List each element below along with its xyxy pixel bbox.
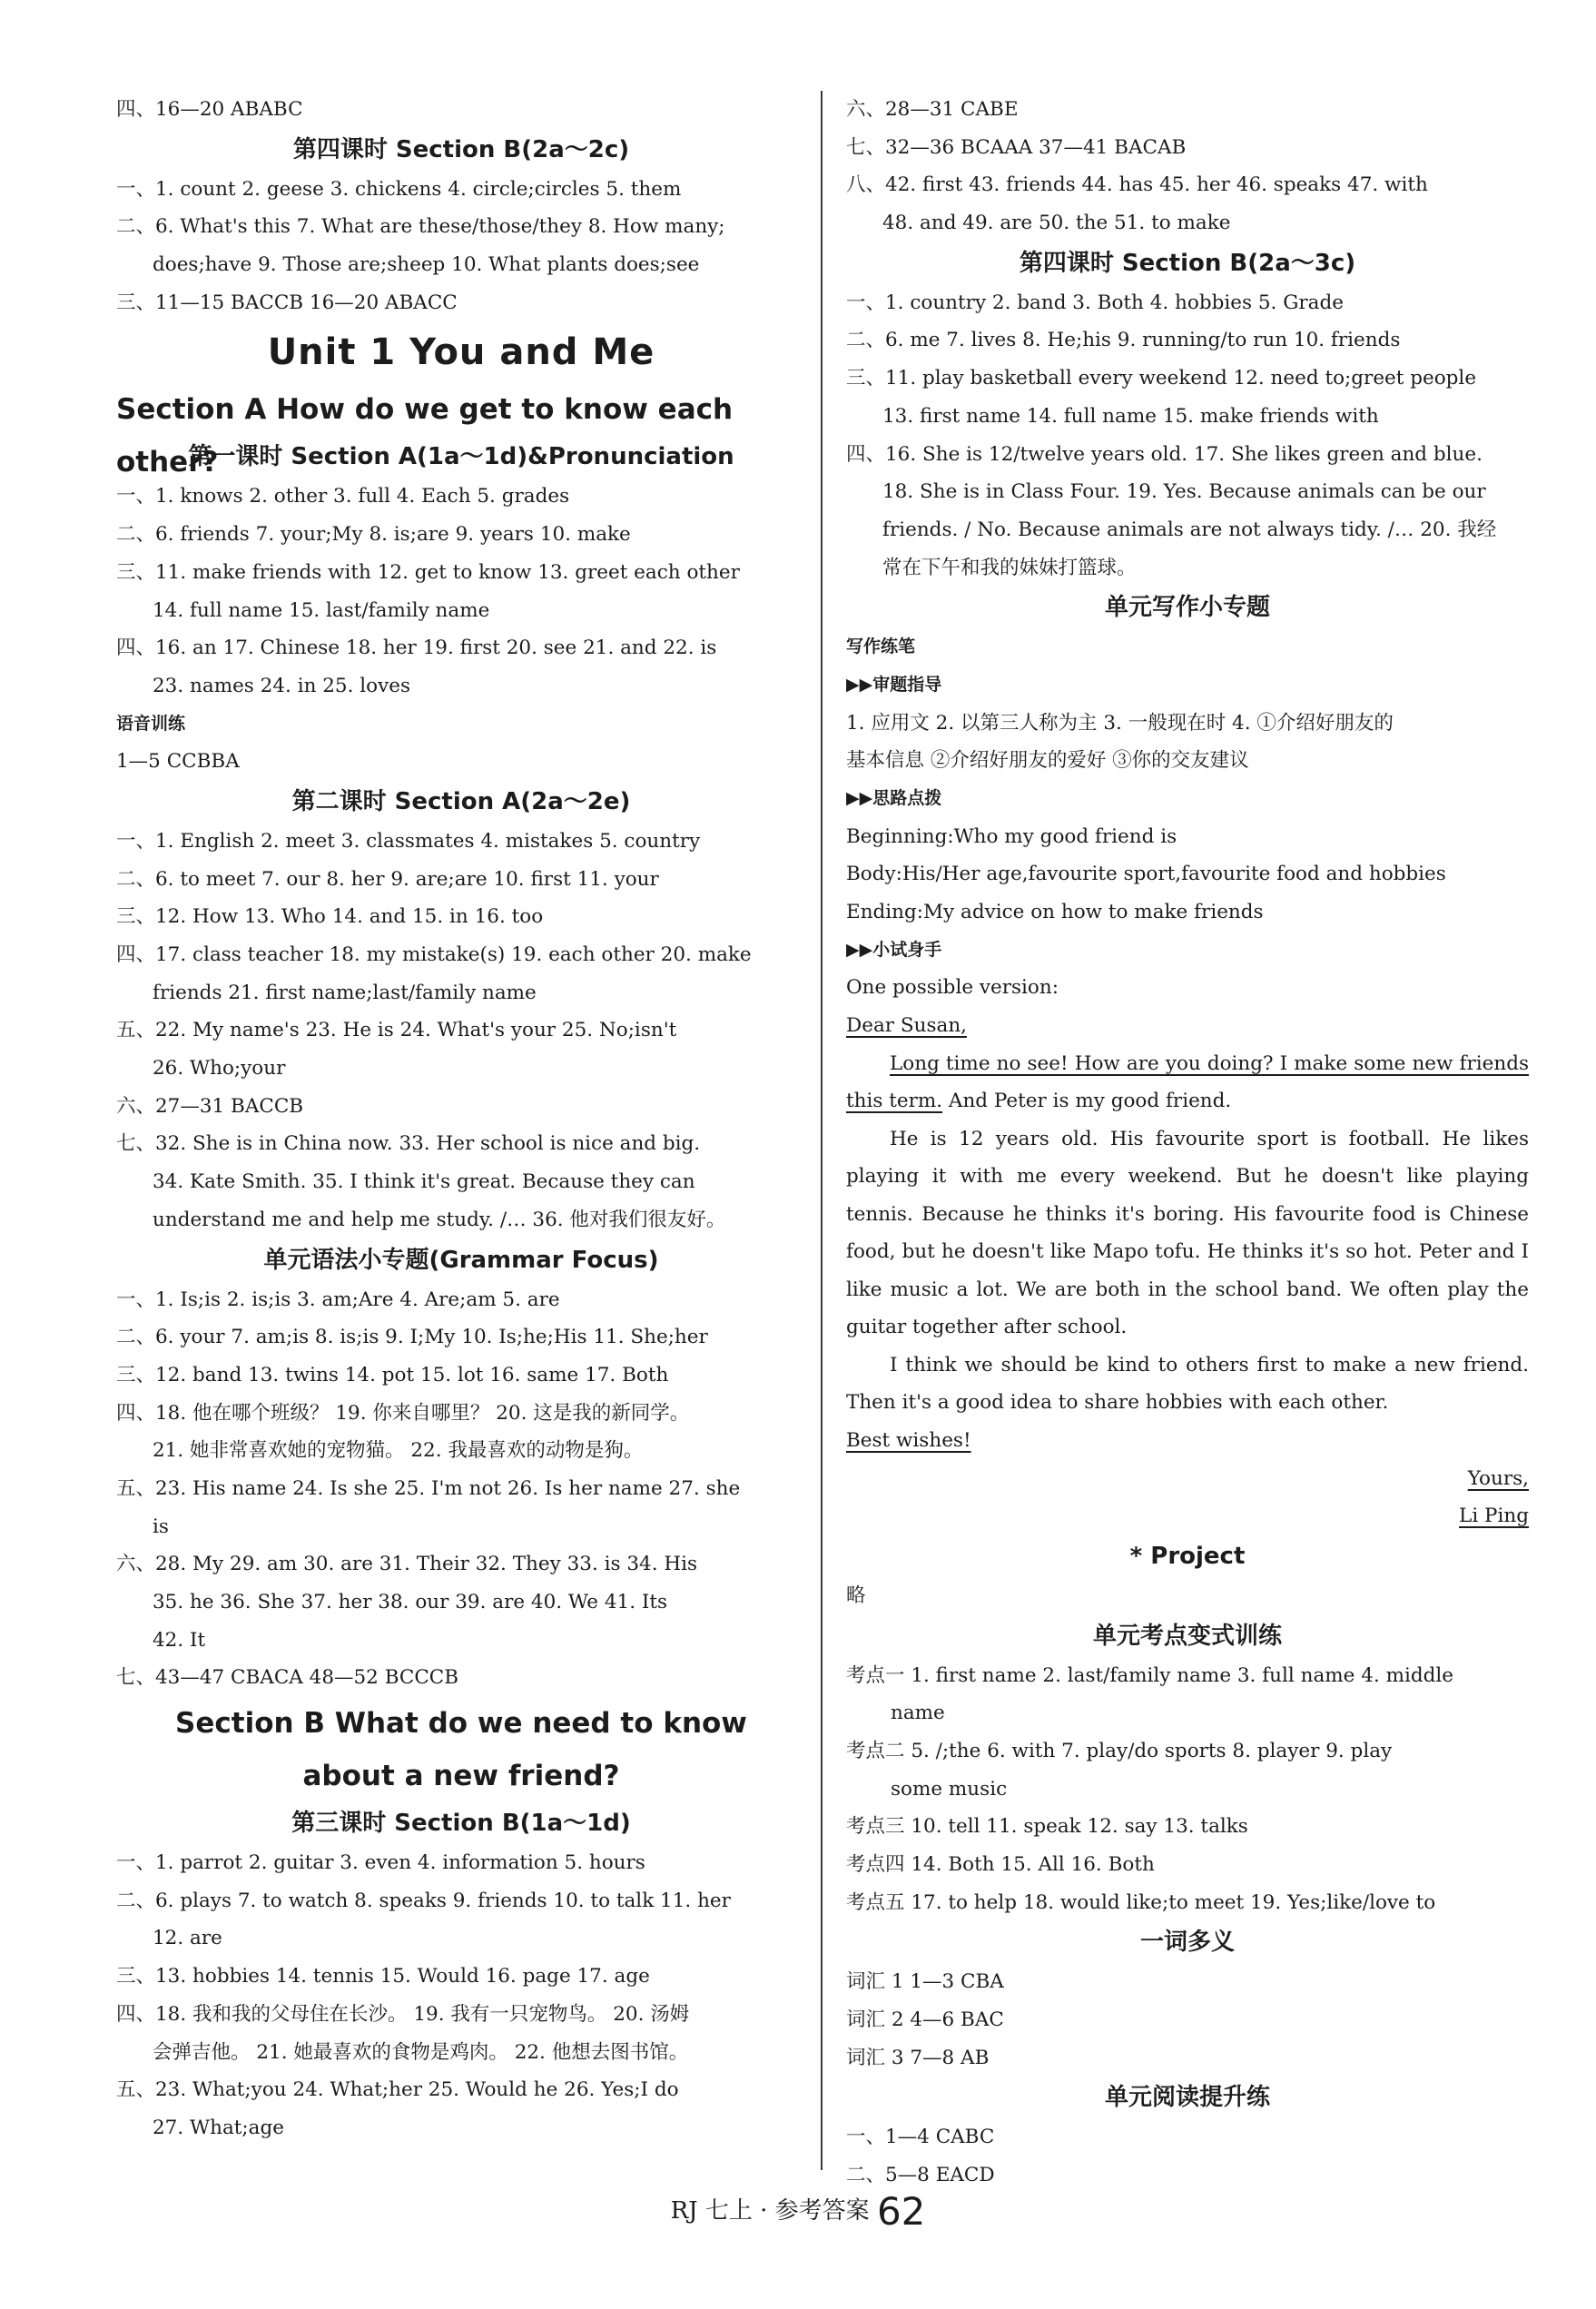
answer-line: 四、18. 他在哪个班级？ 19. 你来自哪里？ 20. 这是我的新同学。 — [116, 1401, 690, 1425]
answer-line: 21. 她非常喜欢她的宠物猫。 22. 我最喜欢的动物是狗。 — [153, 1439, 644, 1463]
page-footer — [0, 2184, 1596, 2238]
answer-line: 常在下午和我的妹妹打篮球。 — [882, 556, 1137, 579]
answer-line: 14. full name 15. last/family name — [153, 598, 490, 622]
lesson-heading: 第三课时 Section B(1a～1d) — [291, 1810, 631, 1838]
answer-line: ▶▶小试身手 — [846, 939, 942, 960]
answer-line: 三、12. How 13. Who 14. and 15. in 16. too — [116, 905, 544, 929]
answer-line: Body:His/Her age,favourite sport,favourite food and hobbies — [846, 863, 1446, 886]
answer-line: 二、6. What's this 7. What are these/those/they 8. How many; — [116, 215, 725, 239]
answer-line: 七、43—47 CBACA 48—52 BCCCB — [116, 1666, 459, 1690]
answer-line: 一、1. parrot 2. guitar 3. even 4. information 5. hours — [116, 1851, 645, 1875]
answer-line: 考点四 14. Both 15. All 16. Both — [846, 1853, 1155, 1876]
answer-line: 二、6. me 7. lives 8. He;his 9. running/to run 10. friends — [846, 329, 1401, 352]
answer-line: 二、5—8 EACD — [846, 2164, 995, 2187]
answer-line: 42. It — [153, 1628, 206, 1652]
answer-line: 26. Who;your — [153, 1057, 286, 1080]
answer-line: 35. he 36. She 37. her 38. our 39. are 40. We 41. Its — [153, 1591, 668, 1613]
lesson-heading: 第四课时 Section B(2a～3c) — [1019, 249, 1356, 277]
letter-paragraph-1 — [846, 1045, 1529, 1120]
answer-line: friends 21. first name;last/family name — [153, 981, 537, 1004]
answer-line: 一、1—4 CABC — [846, 2126, 995, 2149]
right-column — [846, 91, 1529, 2195]
answer-line: 写作练笔 — [846, 636, 916, 657]
answer-line: 四、16—20 ABABC — [116, 98, 303, 121]
letter-closing-text: Best wishes! — [846, 1428, 971, 1452]
answer-line: ▶▶审题指导 — [846, 674, 942, 695]
lesson-heading: 单元语法小专题(Grammar Focus) — [263, 1246, 659, 1274]
answer-line: 词汇 2 4—6 BAC — [846, 2008, 1004, 2032]
letter-p1-rest: And Peter is my good friend. — [942, 1090, 1232, 1113]
answer-line: Dear Susan, — [846, 1014, 967, 1038]
answer-line: 27. What;age — [153, 2116, 284, 2139]
answer-line: is — [153, 1515, 169, 1538]
answer-line: 五、23. His name 24. Is she 25. I'm not 26. Is her name 27. she — [116, 1476, 741, 1500]
answer-line: 词汇 3 7—8 AB — [846, 2046, 990, 2069]
section-title: Section B What do we need to know — [175, 1707, 747, 1741]
letter-p1-underlined: Long time no see! How are you doing? I make some new friends this term. — [846, 1051, 1529, 1113]
answer-line: 词汇 1 1—3 CBA — [846, 1970, 1004, 1994]
answer-line: 一、1. English 2. meet 3. classmates 4. mistakes 5. country — [116, 829, 701, 853]
answer-line: 12. are — [153, 1927, 222, 1950]
answer-line: 五、23. What;you 24. What;her 25. Would he 26. Yes;I do — [116, 2078, 679, 2102]
answer-line: 八、42. first 43. friends 44. has 45. her 46. speaks 47. with — [846, 173, 1428, 197]
answer-line: 48. and 49. are 50. the 51. to make — [882, 212, 1231, 235]
unit-title: Unit 1 You and Me — [267, 331, 655, 374]
answer-line: ▶▶思路点拨 — [846, 788, 942, 808]
column-divider — [821, 91, 823, 2170]
answer-line: 略 — [846, 1584, 866, 1607]
answer-line: 二、6. plays 7. to watch 8. speaks 9. friends 10. to talk 11. her — [116, 1889, 731, 1912]
answer-line: 四、16. an 17. Chinese 18. her 19. first 20. see 21. and 22. is — [116, 636, 717, 660]
answer-line: 语音训练 — [116, 713, 186, 734]
lesson-heading: 单元考点变式训练 — [1092, 1622, 1282, 1650]
answer-line: 考点二 5. /;the 6. with 7. play/do sports 8. player 9. play — [846, 1739, 1393, 1762]
answer-line: 13. first name 14. full name 15. make friends with — [882, 404, 1379, 428]
answer-line: 二、6. friends 7. your;My 8. is;are 9. years 10. make — [116, 523, 631, 547]
answer-line: 六、28—31 CABE — [846, 98, 1019, 121]
answer-line: 18. She is in Class Four. 19. Yes. Because animals can be our — [882, 480, 1486, 504]
letter-signoff-text: Yours, — [1467, 1466, 1529, 1490]
answer-line: 三、13. hobbies 14. tennis 15. Would 16. page 17. age — [116, 1965, 650, 1988]
lesson-heading: 第二课时 Section A(2a～2e) — [291, 787, 631, 815]
answer-line: 1. 应用文 2. 以第三人称为主 3. 一般现在时 4. ①介绍好朋友的 — [846, 711, 1394, 735]
lesson-heading: 单元阅读提升练 — [1104, 2084, 1270, 2112]
answer-line: name — [891, 1702, 945, 1725]
lesson-heading: 第一课时 Section A(1a～1d)&Pronunciation — [188, 443, 734, 471]
answer-line: friends. / No. Because animals are not always tidy. /… 20. 我经 — [882, 518, 1497, 541]
answer-line: 四、17. class teacher 18. my mistake(s) 19. each other 20. make — [116, 943, 752, 966]
answer-line: 四、18. 我和我的父母住在长沙。 19. 我有一只宠物鸟。 20. 汤姆 — [116, 2002, 690, 2026]
answer-line: 三、12. band 13. twins 14. pot 15. lot 16. same 17. Both — [116, 1363, 669, 1386]
answer-line: Ending:My advice on how to make friends — [846, 901, 1264, 924]
answer-line: 基本信息 ②介绍好朋友的爱好 ③你的交友建议 — [846, 749, 1249, 773]
letter-closing — [846, 1422, 1529, 1460]
answer-line: 1—5 CCBBA — [116, 750, 240, 774]
right-answers-part2 — [846, 1535, 1529, 2195]
answer-line: 考点五 17. to help 18. would like;to meet 19. Yes;like/love to — [846, 1890, 1436, 1914]
page-number: 62 — [876, 2189, 926, 2234]
letter-paragraph-2: He is 12 years old. His favourite sport is football. He likes playing it with me every weekend. But he doesn't like playing tennis. Because he thinks it's boring. His favourite food is Chinese food, but he doesn't like Mapo tofu. He thinks it's so hot. Peter and I like music a lot. We are both in the school band. We often play the guitar together after school. — [846, 1127, 1529, 1339]
right-answers-part1 — [846, 91, 1529, 1045]
answer-line: 二、6. your 7. am;is 8. is;is 9. I;My 10. Is;he;His 11. She;her — [116, 1326, 708, 1349]
answer-line: 三、11—15 BACCB 16—20 ABACC — [116, 291, 458, 314]
answer-line: 一、1. country 2. band 3. Both 4. hobbies 5. Grade — [846, 291, 1344, 314]
answer-line: 考点一 1. first name 2. last/family name 3. full name 4. middle — [846, 1663, 1453, 1687]
answer-line: some music — [891, 1777, 1008, 1801]
answer-line: 一、1. Is;is 2. is;is 3. am;Are 4. Are;am 5. are — [116, 1288, 560, 1311]
section-title: about a new friend? — [302, 1760, 620, 1793]
lesson-heading: * Project — [1129, 1542, 1246, 1570]
answer-line: 一、1. count 2. geese 3. chickens 4. circle;circles 5. them — [116, 177, 682, 201]
lesson-heading: 单元写作小专题 — [1104, 594, 1270, 622]
left-column — [116, 91, 806, 2147]
section-title: Section A How do we get to know each other? — [116, 393, 734, 479]
lesson-heading: 一词多义 — [1139, 1929, 1235, 1957]
answer-line: Beginning:Who my good friend is — [846, 824, 1177, 848]
answer-line: understand me and help me study. /… 36. 他对我们很友好。 — [153, 1208, 726, 1231]
letter-paragraph-3: I think we should be kind to others first to make a new friend. Then it's a good idea to share hobbies with each other. — [846, 1353, 1529, 1415]
sample-letter — [846, 1045, 1529, 1535]
answer-line: 23. names 24. in 25. loves — [153, 674, 411, 697]
answer-line: 34. Kate Smith. 35. I think it's great. Because they can — [153, 1170, 695, 1194]
letter-name-text: Li Ping — [1459, 1505, 1529, 1528]
answer-line: 五、22. My name's 23. He is 24. What's your 25. No;isn't — [116, 1019, 677, 1042]
answer-line: 二、6. to meet 7. our 8. her 9. are;are 10. first 11. your — [116, 867, 659, 891]
answer-line: 一、1. knows 2. other 3. full 4. Each 5. grades — [116, 485, 570, 508]
answer-line: 三、11. play basketball every weekend 12. need to;greet people — [846, 367, 1477, 390]
answer-line: 六、27—31 BACCB — [116, 1094, 304, 1118]
answer-line: 三、11. make friends with 12. get to know 13. greet each other — [116, 560, 740, 584]
answer-line: 七、32. She is in China now. 33. Her school is nice and big. — [116, 1132, 701, 1156]
answer-line: 考点三 10. tell 11. speak 12. say 13. talks — [846, 1815, 1248, 1839]
letter-signoff — [846, 1460, 1529, 1498]
answer-line: 七、32—36 BCAAA 37—41 BACAB — [846, 135, 1187, 159]
answer-line: 会弹吉他。 21. 她最喜欢的食物是鸡肉。 22. 他想去图书馆。 — [153, 2040, 689, 2064]
answer-line: 六、28. My 29. am 30. are 31. Their 32. They 33. is 34. His — [116, 1553, 698, 1576]
answer-line: One possible version: — [846, 976, 1059, 1000]
lesson-heading: 第四课时 Section B(2a～2c) — [292, 135, 630, 163]
answer-line: does;have 9. Those are;sheep 10. What plants does;see — [153, 253, 700, 277]
letter-name — [846, 1497, 1529, 1535]
footer-label: RJ 七上 · 参考答案 — [670, 2197, 870, 2225]
answer-line: 四、16. She is 12/twelve years old. 17. She likes green and blue. — [846, 442, 1483, 466]
